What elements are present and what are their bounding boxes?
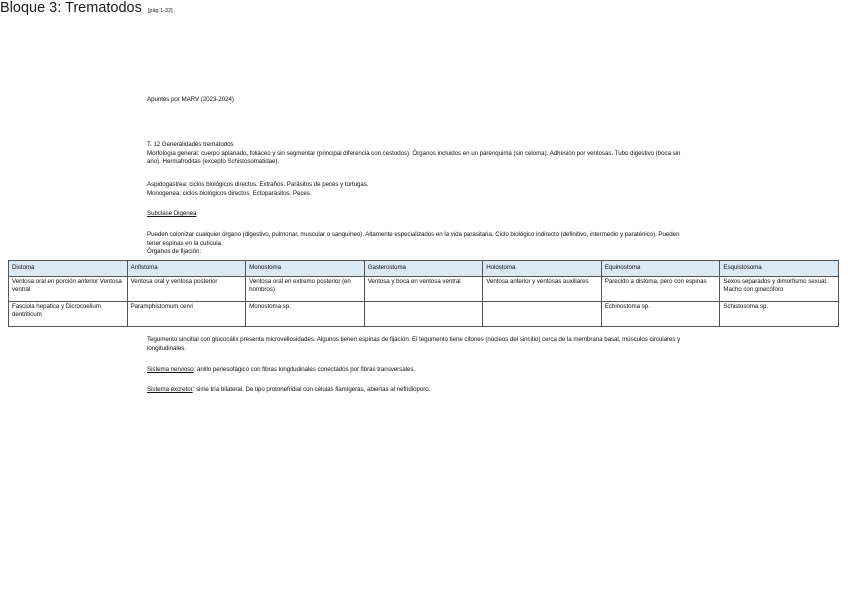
title-text: Bloque 3: Trematodos xyxy=(0,0,142,16)
table-header-row xyxy=(9,261,839,277)
fixation-organs-table xyxy=(8,260,839,327)
table-cell: Echinostoma sp. xyxy=(601,302,720,327)
excretory-system-label: Sistema excretor xyxy=(147,386,193,393)
morphology-paragraph: Morfología general: cuerpo aplanado, foliáceo y sin segmentar (principal diferencia con cestodos). Órganos incluidos en un parénquima (sin celoma). Adhesión por ventosas. Tubo digestivo (boca sin ano). Hermafroditas (excepto Schistosomatidae). xyxy=(147,149,681,166)
table-cell: Monostoma sp. xyxy=(246,302,365,327)
classes-block xyxy=(147,181,692,198)
nervous-system-line xyxy=(147,366,415,375)
table-header-cell: Monostoma xyxy=(246,261,365,277)
digenea-block xyxy=(147,231,692,257)
excretory-system-text: : sime tría bilateral. De tipo protonefridial con células flamígeras, abiertas al nefridioporo. xyxy=(192,386,431,393)
excretory-system-line xyxy=(147,386,430,395)
digenea-paragraph: Pueden colonizar cualquier órgano (digestivo, pulmonar, muscular o sanguíneo). Altamente especializados en la vida parasitaria. Ciclo biológico indirecto (definitivo, intermedio y paraténico). Pueden tener espinas en la cutícula. xyxy=(147,231,680,247)
nervous-system-label: Sistema nervioso xyxy=(147,366,194,373)
table-cell: Ventosa oral en porción anterior Ventosa ventral xyxy=(9,277,128,302)
table-header-cell: Esquistosoma xyxy=(720,261,839,277)
tegument-paragraph: Tegumento sincitial con glucocálix presenta microvellosidades. Algunos tienen espinas de fijación. El tegumento tiene citones (núcleos del sincitio) cerca de la membrana basal, músculos circulares y longitudinales. xyxy=(147,336,681,352)
table-header-cell: Holostoma xyxy=(483,261,602,277)
table-row xyxy=(9,277,839,302)
table-cell xyxy=(364,302,483,327)
table-header-cell: Equinostoma xyxy=(601,261,720,277)
table-cell: Ventosa oral en extremo posterior (en hombros) xyxy=(246,277,365,302)
table-header-cell: Gasterostoma xyxy=(364,261,483,277)
nervous-system-text: : anillo periesofágico con fibras longitudinales conectados por fibras transversales. xyxy=(193,366,416,373)
table-cell: Paramphistomum cervi xyxy=(127,302,246,327)
aspidogastrea-line: Aspidogastrea: ciclos biológicos directos. Extraños. Parásitos de peces y tortugas. xyxy=(147,181,369,188)
table-cell: Sexos separados y dimorfismo sexual. Macho con ginecóforo xyxy=(720,277,839,302)
fixation-label: Órganos de fijación: xyxy=(147,248,202,256)
table-header-cell: Distoma xyxy=(9,261,128,277)
table-cell xyxy=(483,302,602,327)
table-cell: Fasciola hepatica y Dicrocoelium dentriticum xyxy=(9,302,128,327)
generalities-block xyxy=(147,141,692,167)
table-cell: Ventosa y boca en ventosa ventral xyxy=(364,277,483,302)
table-row xyxy=(9,302,839,327)
page-range: [pág 1-32] xyxy=(147,8,173,14)
table-cell: Ventosa oral y ventosa posterior xyxy=(127,277,246,302)
topic-heading: T. 12 Generalidades trematodos xyxy=(147,141,234,148)
subclass-heading: Subclase Digenea xyxy=(147,210,197,217)
table-header-cell: Anfistoma xyxy=(127,261,246,277)
table-cell: Parecido a distoma, pero con espinas xyxy=(601,277,720,302)
monogenea-line: Monogenea: ciclos biológicos directos. Ectoparásitos. Peces. xyxy=(147,189,312,197)
table-cell: Schistosoma sp. xyxy=(720,302,839,327)
author-line: Apuntes por MARV (2023-2024) xyxy=(147,96,234,103)
page-title xyxy=(0,0,848,20)
table-cell: Ventosa anterior y ventosas auxiliares xyxy=(483,277,602,302)
